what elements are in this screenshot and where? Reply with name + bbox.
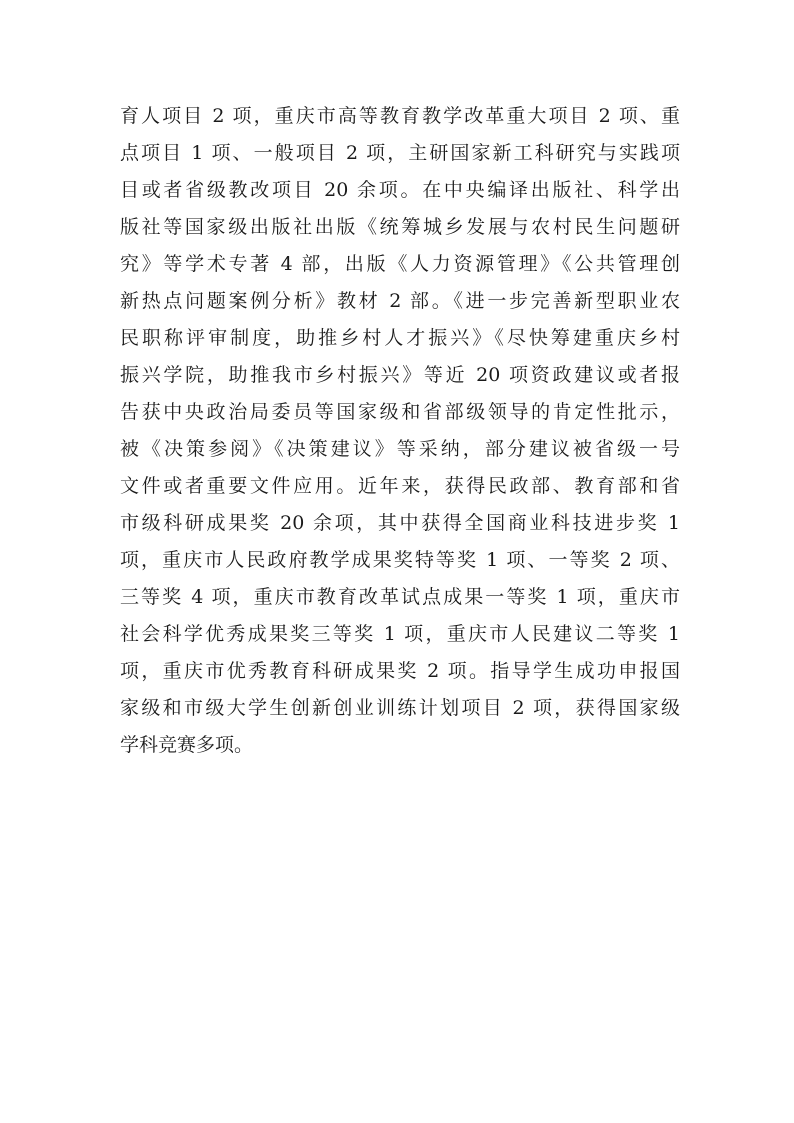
paragraph-line: 社会科学优秀成果奖三等奖 1 项，重庆市人民建议二等奖 1 bbox=[120, 623, 680, 645]
paragraph-line: 目或者省级教改项目 20 余项。在中央编译出版社、科学出 bbox=[120, 179, 680, 201]
paragraph-line: 版社等国家级出版社出版《统筹城乡发展与农村民生问题研 bbox=[120, 216, 680, 238]
paragraph-line: 民职称评审制度，助推乡村人才振兴》《尽快筹建重庆乡村 bbox=[120, 327, 680, 349]
paragraph-line: 家级和市级大学生创新创业训练计划项目 2 项，获得国家级 bbox=[120, 697, 680, 719]
paragraph-line: 项，重庆市优秀教育科研成果奖 2 项。指导学生成功申报国 bbox=[120, 660, 680, 682]
body-paragraph bbox=[120, 98, 680, 764]
paragraph-line: 告获中央政治局委员等国家级和省部级领导的肯定性批示， bbox=[120, 401, 680, 423]
paragraph-line: 点项目 1 项、一般项目 2 项，主研国家新工科研究与实践项 bbox=[120, 142, 680, 164]
paragraph-line: 振兴学院，助推我市乡村振兴》等近 20 项资政建议或者报 bbox=[120, 364, 680, 386]
paragraph-line: 三等奖 4 项，重庆市教育改革试点成果一等奖 1 项，重庆市 bbox=[120, 586, 680, 608]
paragraph-line: 新热点问题案例分析》教材 2 部。《进一步完善新型职业农 bbox=[120, 290, 680, 312]
paragraph-line: 市级科研成果奖 20 余项，其中获得全国商业科技进步奖 1 bbox=[120, 512, 680, 534]
paragraph-line: 项，重庆市人民政府教学成果奖特等奖 1 项、一等奖 2 项、 bbox=[120, 549, 680, 571]
paragraph-line: 育人项目 2 项，重庆市高等教育教学改革重大项目 2 项、重 bbox=[120, 105, 680, 127]
paragraph-line: 文件或者重要文件应用。近年来，获得民政部、教育部和省 bbox=[120, 475, 680, 497]
paragraph-line-last: 学科竞赛多项。 bbox=[120, 734, 254, 756]
paragraph-line: 究》等学术专著 4 部，出版《人力资源管理》《公共管理创 bbox=[120, 253, 680, 275]
paragraph-line: 被《决策参阅》《决策建议》等采纳，部分建议被省级一号 bbox=[120, 438, 680, 460]
